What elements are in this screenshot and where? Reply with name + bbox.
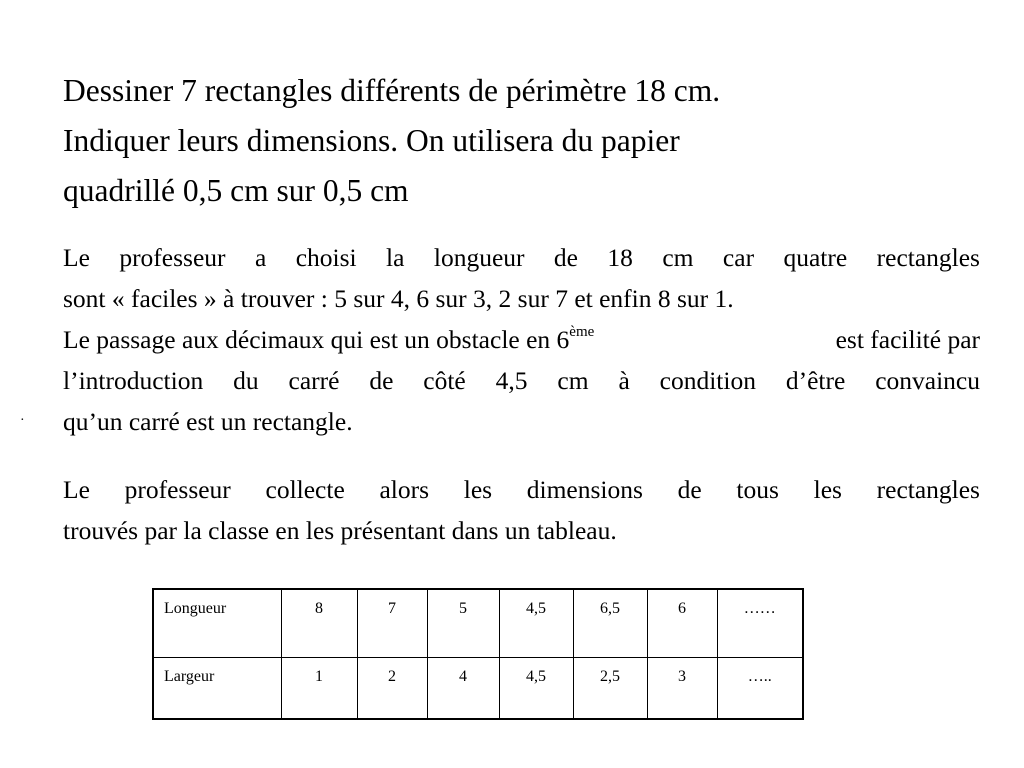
commentary-1-line-2: sont « faciles » à trouver : 5 sur 4, 6 sur 3, 2 sur 7 et enfin 8 sur 1.: [63, 284, 734, 313]
commentary-1-line-1: Le professeur a choisi la longueur de 18 cm car quatre rectangles: [63, 243, 980, 272]
table-cell: 7: [357, 589, 427, 657]
table-cell: 1: [281, 657, 357, 719]
table-row-longueur: [153, 589, 803, 657]
table-cell: 4,5: [499, 657, 573, 719]
commentary-1-line-4: l’introduction du carré de côté 4,5 cm à condition d’être convaincu: [63, 366, 980, 395]
commentary-1-line-3-before: Le passage aux décimaux qui est un obstacle en 6: [63, 325, 570, 354]
row-label-longueur: Longueur: [153, 589, 281, 657]
table-cell: 8: [281, 589, 357, 657]
commentary-2-line-2: trouvés par la classe en les présentant dans un tableau.: [63, 516, 617, 545]
table-cell: ……: [717, 589, 803, 657]
commentary-1-line-3-after: est facilité par: [835, 325, 980, 354]
table-row-largeur: [153, 657, 803, 719]
exercise-statement-line-3: quadrillé 0,5 cm sur 0,5 cm: [63, 173, 409, 208]
row-label-largeur: Largeur: [153, 657, 281, 719]
table-cell: 4,5: [499, 589, 573, 657]
commentary-paragraph-1: [63, 237, 980, 442]
table-cell: 3: [647, 657, 717, 719]
table-cell: 6,5: [573, 589, 647, 657]
table-cell: 6: [647, 589, 717, 657]
commentary-1-line-3-start: [63, 319, 594, 360]
superscript-eme: ème: [569, 323, 595, 340]
table-cell: …..: [717, 657, 803, 719]
commentary-1-line-3: [63, 319, 980, 360]
exercise-statement: [63, 66, 963, 216]
side-dot-mark: ·: [20, 413, 25, 428]
commentary-paragraph-2: [63, 469, 980, 551]
commentary-2-line-1: Le professeur collecte alors les dimensions de tous les rectangles: [63, 475, 980, 504]
commentary-1-line-5: qu’un carré est un rectangle.: [63, 407, 353, 436]
table-cell: 2,5: [573, 657, 647, 719]
rectangle-dimensions-table: [152, 588, 804, 720]
exercise-statement-line-1: Dessiner 7 rectangles différents de périmètre 18 cm.: [63, 73, 721, 108]
table-cell: 5: [427, 589, 499, 657]
table-cell: 4: [427, 657, 499, 719]
exercise-statement-line-2: Indiquer leurs dimensions. On utilisera du papier: [63, 123, 680, 158]
table-cell: 2: [357, 657, 427, 719]
